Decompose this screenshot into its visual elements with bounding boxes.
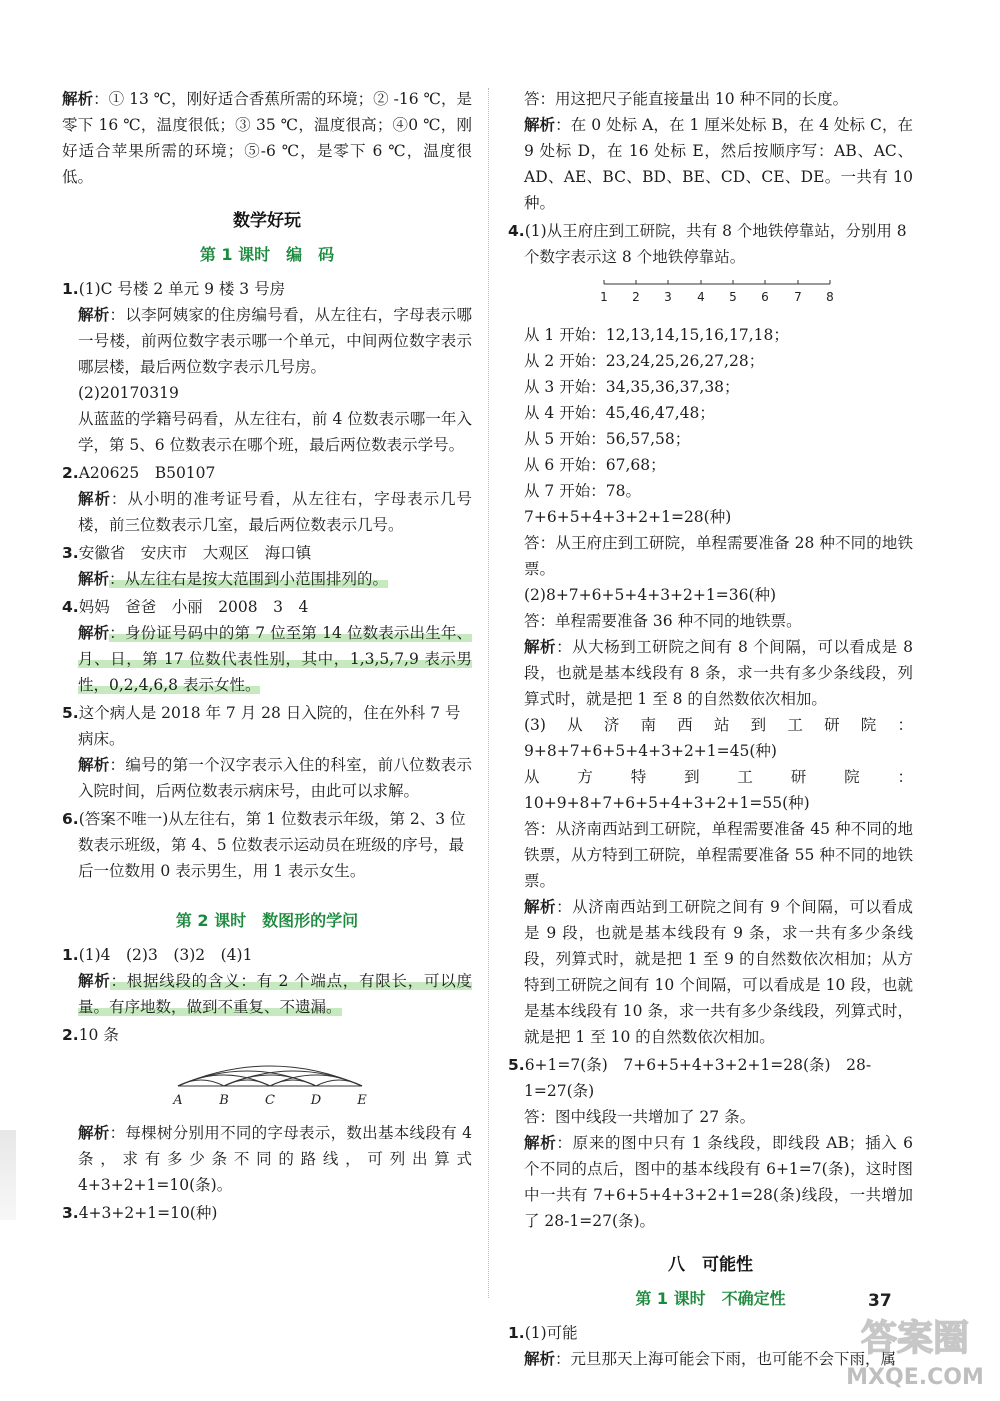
number-line (524, 276, 904, 310)
answer-line: 答：用这把尺子能直接量出 10 种不同的长度。 (524, 90, 849, 108)
unit-8-title: 八 可能性 (668, 1255, 753, 1275)
tick-label: 3 (664, 290, 672, 304)
question-number: 2. (62, 1026, 79, 1044)
question-6 (62, 806, 472, 884)
list-line: 7+6+5+4+3+2+1=28(种) (524, 508, 732, 526)
question-5 (62, 700, 472, 752)
label-jiexi: 解析 (78, 972, 111, 990)
label-jiexi: 解析 (78, 570, 110, 588)
question-5-right (508, 1052, 913, 1104)
question-number: 4. (508, 222, 525, 240)
explanation-text: ：以李阿姨家的住房编号看，从左往右，字母表示哪一号楼，前两位数字表示哪一个单元，中间两位数字表示哪层楼，最后两位数字表示几号房。 (78, 306, 472, 376)
point-label: D (310, 1093, 322, 1108)
explanation-text: ：编号的第一个汉字表示入住的科室，前八位数表示入院时间，后两位数表示病床号，由此可以求解。 (78, 756, 472, 800)
lesson-2-title: 第 2 课时 数图形的学问 (175, 911, 359, 930)
explanation (508, 894, 913, 1050)
explanation (62, 302, 472, 380)
explanation (508, 112, 913, 216)
label-jiexi: 解析 (524, 116, 556, 134)
sub-answer: (3)从济南西站到工研院：9+8+7+6+5+4+3+2+1=45(种) (524, 716, 913, 760)
explanation (62, 968, 472, 1020)
lesson-1-title: 第 1 课时 编 码 (199, 245, 335, 264)
explanation-text: ：原来的图中只有 1 条线段，即线段 AB；插入 6 个不同的点后，图中的基本线段有 6+1=7(条)，这时图中一共有 7+6+5+4+3+2+1=28(条)线段，一共增加了 28-1=27(条)。 (524, 1134, 913, 1230)
question-number: 3. (62, 1204, 79, 1222)
watermark-logo (840, 1302, 990, 1397)
point-label: E (357, 1093, 367, 1108)
label-jiexi: 解析 (78, 490, 111, 508)
explanation (62, 486, 472, 538)
question-number: 1. (62, 946, 79, 964)
tick-label: 4 (697, 290, 705, 304)
explanation (62, 1120, 472, 1198)
list-line: 从 5 开始：56,57,58； (524, 430, 691, 448)
label-jiexi: 解析 (78, 624, 110, 642)
explanation-text: ：身份证号码中的第 7 位至第 14 位数表示出生年、月、日，第 17 位数代表性别，其中，1,3,5,7,9 表示男性，0,2,4,6,8 表示女性。 (78, 624, 472, 694)
question-number: 2. (62, 464, 79, 482)
tick-label: 2 (632, 290, 640, 304)
tick-label: 8 (826, 290, 834, 304)
page-number: 37 (868, 1291, 892, 1311)
label-jiexi: 解析 (78, 1124, 110, 1142)
sub-answer: (2)8+7+6+5+4+3+2+1=36(种) (524, 586, 777, 604)
explanation-text: ：从小明的准考证号看，从左往右，字母表示几号楼，前三位数表示几室，最后两位数表示几号。 (78, 490, 472, 534)
explanation-text: 从蓝蓝的学籍号码看，从左往右，前 4 位数表示哪一年入学，第 5、6 位数表示在哪个班，最后两位数表示学号。 (78, 410, 472, 454)
lesson2-question-3 (62, 1200, 472, 1226)
question-4-right (508, 218, 913, 270)
arc-diagram (62, 1054, 472, 1108)
watermark-text: 答案圈 (860, 1318, 970, 1359)
label-jiexi: 解析 (524, 898, 557, 916)
question-number: 5. (508, 1056, 525, 1074)
sub-answer: (2)20170319 (78, 384, 179, 402)
answer-text: 10 条 (78, 1026, 119, 1044)
list-line: 从 4 开始：45,46,47,48； (524, 404, 715, 422)
explanation-text: ：从大杨到工研院之间有 8 个间隔，可以看成是 8 段，也就是基本线段有 8 条，求一共有多少条线段，列算式时，就是把 1 至 8 的自然数依次相加。 (524, 638, 913, 708)
list-line: 从 1 开始：12,13,14,15,16,17,18； (524, 326, 789, 344)
tick-label: 5 (729, 290, 737, 304)
explanation (62, 620, 472, 698)
label-jiexi: 解析 (62, 90, 94, 108)
explanation (508, 634, 913, 712)
intro-explanation (62, 86, 472, 190)
explanation-text: ：元旦那天上海可能会下雨，也可能不会下雨，属 (555, 1350, 897, 1368)
point-label: B (219, 1093, 229, 1108)
number-line-figure (508, 276, 913, 318)
list-line: 从 7 开始：78。 (524, 482, 641, 500)
answer-text: 妈妈 爸爸 小丽 2008 3 4 (78, 598, 309, 616)
left-column (62, 86, 472, 1226)
arc-ae (178, 1066, 362, 1086)
question-1 (62, 276, 472, 302)
label-jiexi: 解析 (524, 1134, 557, 1152)
question-3 (62, 540, 472, 566)
label-jiexi: 解析 (524, 1350, 556, 1368)
explanation (508, 1130, 913, 1234)
question-number: 5. (62, 704, 79, 722)
tick-label: 7 (794, 290, 802, 304)
label-jiexi: 解析 (78, 306, 110, 324)
answer-text: 4+3+2+1=10(种) (78, 1204, 218, 1222)
explanation-text: ：从左往右是按大范围到小范围排列的。 (109, 570, 389, 588)
answer-text: 这个病人是 2018 年 7 月 28 日入院的，住在外科 7 号病床。 (78, 704, 461, 748)
segment-arc-figure (62, 1054, 472, 1116)
answer-text: (1)可能 (524, 1324, 578, 1342)
answer-line: 答：从王府庄到工研院，单程需要准备 28 种不同的地铁票。 (524, 534, 913, 578)
answer-text: 6+1=7(条) 7+6+5+4+3+2+1=28(条) 28-1=27(条) (524, 1056, 872, 1100)
explanation-text: ：从济南西站到工研院之间有 9 个间隔，可以看成是 9 段，也就是基本线段有 9 条，求一共有多少条线段，列算式时，就是把 1 至 9 的自然数依次相加；从方特到工研院之间有 10 个间隔，可以看成是 10 段，也就是基本线段有 10 条，求一共有多少条线段，列算式时，就是把 1 至 10 的自然数依次相加。 (524, 898, 913, 1046)
label-jiexi: 解析 (78, 756, 110, 774)
answer-text: (1)4 (2)3 (3)2 (4)1 (78, 946, 253, 964)
answer-line: 答：图中线段一共增加了 27 条。 (524, 1108, 756, 1126)
question-number: 1. (508, 1324, 525, 1342)
list-line: 从 6 开始：67,68； (524, 456, 666, 474)
answer-text: 安徽省 安庆市 大观区 海口镇 (78, 544, 312, 562)
sub-answer: 从方特到工研院：10+9+8+7+6+5+4+3+2+1=55(种) (524, 768, 913, 812)
explanation-text: ：在 0 处标 A，在 1 厘米处标 B，在 4 处标 C，在 9 处标 D，在 16 处标 E，然后按顺序写：AB、AC、AD、AE、BC、BD、BE、CD、CE、DE。一共有 10 种。 (524, 116, 913, 212)
right-column (508, 86, 913, 1372)
lesson2-question-1 (62, 942, 472, 968)
question-2 (62, 460, 472, 486)
explanation (62, 752, 472, 804)
question-number: 1. (62, 280, 79, 298)
list-line: 从 2 开始：23,24,25,26,27,28； (524, 352, 765, 370)
unit-title: 数学好玩 (233, 211, 301, 231)
scan-edge-shadow (0, 1130, 16, 1220)
list-line: 从 3 开始：34,35,36,37,38； (524, 378, 740, 396)
answer-text: (1)C 号楼 2 单元 9 楼 3 号房 (78, 280, 286, 298)
question-number: 3. (62, 544, 79, 562)
question-number: 6. (62, 810, 79, 828)
label-jiexi: 解析 (524, 638, 557, 656)
answer-line: 答：从济南西站到工研院，单程需要准备 45 种不同的地铁票，从方特到工研院，单程需要准备 55 种不同的地铁票。 (524, 820, 913, 890)
unit-8-lesson-1-title: 第 1 课时 不确定性 (635, 1289, 786, 1308)
question-4 (62, 594, 472, 620)
point-label: A (173, 1093, 183, 1108)
watermark-url: MXQE.COM (846, 1365, 984, 1390)
tick-label: 6 (761, 290, 769, 304)
explanation (62, 566, 472, 592)
answer-text: (1)从王府庄到工研院，共有 8 个地铁停靠站，分别用 8 个数字表示这 8 个地铁停靠站。 (524, 222, 907, 266)
tick-label: 1 (600, 290, 608, 304)
question-number: 4. (62, 598, 79, 616)
explanation-text: ：每棵树分别用不同的字母表示，数出基本线段有 4 条，求有多少条不同的路线，可列出算式 4+3+2+1=10(条)。 (78, 1124, 472, 1194)
point-label: C (265, 1093, 275, 1108)
column-divider (488, 88, 489, 1298)
answer-text: A20625 B50107 (78, 464, 216, 482)
explanation-text: ：根据线段的含义：有 2 个端点，有限长，可以度量。有序地数，做到不重复、不遗漏。 (78, 972, 472, 1016)
answer-line: 答：单程需要准备 36 种不同的地铁票。 (524, 612, 802, 630)
intro-text: ：① 13 ℃，刚好适合香蕉所需的环境；② -16 ℃，是零下 16 ℃，温度很低；③ 35 ℃，温度很高；④0 ℃，刚好适合苹果所需的环境；⑤-6 ℃，是零下 6 ℃，温度很低。 (62, 90, 472, 186)
answer-text: (答案不唯一)从左往右，第 1 位数表示年级，第 2、3 位数表示班级，第 4、5 位数表示运动员在班级的序号，最后一位数用 0 表示男生，用 1 表示女生。 (78, 810, 466, 880)
lesson2-question-2 (62, 1022, 472, 1048)
